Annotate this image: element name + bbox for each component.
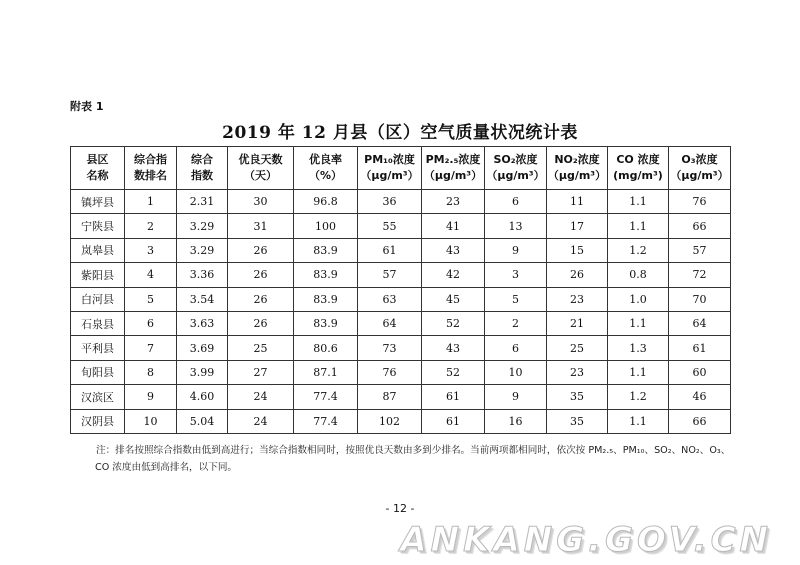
cell-county: 汉滨区	[71, 385, 125, 409]
cell-pm10: 102	[358, 409, 422, 433]
cell-pm25: 43	[422, 336, 485, 360]
cell-pm10: 73	[358, 336, 422, 360]
cell-county: 汉阴县	[71, 409, 125, 433]
col-header-o3: O₃浓度 （μg/m³）	[669, 147, 731, 190]
cell-index: 3.54	[177, 287, 228, 311]
cell-county: 岚皋县	[71, 238, 125, 262]
cell-so2: 6	[485, 336, 547, 360]
cell-so2: 16	[485, 409, 547, 433]
table-row	[71, 287, 731, 311]
cell-good-rate: 100	[294, 214, 358, 238]
cell-co: 1.2	[608, 238, 669, 262]
cell-no2: 25	[547, 336, 608, 360]
cell-pm10: 55	[358, 214, 422, 238]
cell-o3: 76	[669, 190, 731, 214]
cell-co: 0.8	[608, 263, 669, 287]
cell-so2: 9	[485, 385, 547, 409]
cell-pm25: 41	[422, 214, 485, 238]
cell-o3: 70	[669, 287, 731, 311]
cell-index: 3.63	[177, 311, 228, 335]
cell-co: 1.0	[608, 287, 669, 311]
cell-no2: 21	[547, 311, 608, 335]
cell-rank: 9	[125, 385, 177, 409]
cell-pm10: 87	[358, 385, 422, 409]
cell-pm25: 45	[422, 287, 485, 311]
cell-so2: 2	[485, 311, 547, 335]
cell-rank: 1	[125, 190, 177, 214]
cell-co: 1.1	[608, 360, 669, 384]
cell-good-days: 25	[228, 336, 294, 360]
cell-good-rate: 83.9	[294, 311, 358, 335]
col-header-pm25: PM₂.₅浓度 （μg/m³）	[422, 147, 485, 190]
cell-no2: 23	[547, 287, 608, 311]
table-row	[71, 311, 731, 335]
cell-pm25: 52	[422, 360, 485, 384]
cell-o3: 72	[669, 263, 731, 287]
cell-good-days: 26	[228, 311, 294, 335]
cell-o3: 64	[669, 311, 731, 335]
cell-pm25: 43	[422, 238, 485, 262]
col-header-county: 县区 名称	[71, 147, 125, 190]
cell-good-days: 24	[228, 385, 294, 409]
cell-good-days: 31	[228, 214, 294, 238]
cell-good-rate: 96.8	[294, 190, 358, 214]
cell-pm25: 23	[422, 190, 485, 214]
note-line-1: 注：排名按照综合指数由低到高进行；当综合指数相同时，按照优良天数由多到少排名。当前两项都相同时，依次按 PM₂.₅、PM₁₀、SO₂、NO₂、O₃、	[96, 445, 731, 456]
table-note	[96, 442, 746, 476]
cell-good-rate: 77.4	[294, 409, 358, 433]
cell-rank: 6	[125, 311, 177, 335]
table-row	[71, 360, 731, 384]
note-line-2: CO 浓度由低到高排名，以下同。	[95, 462, 238, 473]
cell-index: 3.36	[177, 263, 228, 287]
cell-pm10: 57	[358, 263, 422, 287]
cell-good-days: 26	[228, 287, 294, 311]
cell-index: 3.99	[177, 360, 228, 384]
cell-county: 镇坪县	[71, 190, 125, 214]
cell-index: 5.04	[177, 409, 228, 433]
cell-no2: 26	[547, 263, 608, 287]
cell-pm10: 36	[358, 190, 422, 214]
cell-no2: 17	[547, 214, 608, 238]
cell-o3: 57	[669, 238, 731, 262]
cell-co: 1.3	[608, 336, 669, 360]
cell-rank: 4	[125, 263, 177, 287]
site-watermark: ANKANG.GOV.CN	[400, 520, 772, 560]
cell-good-rate: 87.1	[294, 360, 358, 384]
cell-o3: 66	[669, 214, 731, 238]
cell-index: 3.69	[177, 336, 228, 360]
cell-pm10: 63	[358, 287, 422, 311]
cell-good-days: 26	[228, 238, 294, 262]
table-row	[71, 385, 731, 409]
air-quality-table	[70, 146, 731, 434]
cell-so2: 3	[485, 263, 547, 287]
col-header-good-rate: 优良率 （%）	[294, 147, 358, 190]
cell-good-rate: 83.9	[294, 287, 358, 311]
cell-county: 平利县	[71, 336, 125, 360]
table-row	[71, 336, 731, 360]
col-header-index: 综合 指数	[177, 147, 228, 190]
table-row	[71, 263, 731, 287]
appendix-label: 附表 1	[70, 100, 104, 113]
cell-o3: 66	[669, 409, 731, 433]
cell-no2: 23	[547, 360, 608, 384]
cell-no2: 35	[547, 385, 608, 409]
table-row	[71, 214, 731, 238]
cell-so2: 6	[485, 190, 547, 214]
table-row	[71, 409, 731, 433]
cell-good-rate: 83.9	[294, 238, 358, 262]
cell-pm25: 42	[422, 263, 485, 287]
col-header-rank: 综合指 数排名	[125, 147, 177, 190]
cell-so2: 5	[485, 287, 547, 311]
cell-pm10: 64	[358, 311, 422, 335]
cell-no2: 11	[547, 190, 608, 214]
cell-pm25: 52	[422, 311, 485, 335]
col-header-no2: NO₂浓度 （μg/m³）	[547, 147, 608, 190]
cell-rank: 3	[125, 238, 177, 262]
table-row	[71, 190, 731, 214]
cell-rank: 7	[125, 336, 177, 360]
cell-pm10: 76	[358, 360, 422, 384]
cell-co: 1.1	[608, 214, 669, 238]
cell-o3: 60	[669, 360, 731, 384]
page-number: - 12 -	[385, 502, 415, 515]
cell-good-days: 24	[228, 409, 294, 433]
cell-good-days: 26	[228, 263, 294, 287]
cell-county: 宁陕县	[71, 214, 125, 238]
col-header-pm10: PM₁₀浓度 （μg/m³）	[358, 147, 422, 190]
cell-no2: 35	[547, 409, 608, 433]
cell-co: 1.2	[608, 385, 669, 409]
header-row	[71, 147, 731, 190]
cell-co: 1.1	[608, 190, 669, 214]
col-header-good-days: 优良天数 （天）	[228, 147, 294, 190]
cell-good-days: 30	[228, 190, 294, 214]
cell-rank: 2	[125, 214, 177, 238]
cell-pm25: 61	[422, 385, 485, 409]
cell-o3: 46	[669, 385, 731, 409]
cell-good-rate: 83.9	[294, 263, 358, 287]
cell-so2: 10	[485, 360, 547, 384]
cell-co: 1.1	[608, 409, 669, 433]
cell-co: 1.1	[608, 311, 669, 335]
cell-index: 4.60	[177, 385, 228, 409]
page-title: 2019 年 12 月县（区）空气质量状况统计表	[222, 123, 578, 143]
cell-county: 石泉县	[71, 311, 125, 335]
cell-pm25: 61	[422, 409, 485, 433]
cell-o3: 61	[669, 336, 731, 360]
cell-county: 白河县	[71, 287, 125, 311]
cell-good-rate: 77.4	[294, 385, 358, 409]
cell-index: 3.29	[177, 238, 228, 262]
cell-so2: 13	[485, 214, 547, 238]
cell-rank: 10	[125, 409, 177, 433]
cell-pm10: 61	[358, 238, 422, 262]
col-header-co: CO 浓度 (mg/m³)	[608, 147, 669, 190]
cell-rank: 8	[125, 360, 177, 384]
col-header-so2: SO₂浓度 （μg/m³）	[485, 147, 547, 190]
table-row	[71, 238, 731, 262]
cell-rank: 5	[125, 287, 177, 311]
cell-county: 旬阳县	[71, 360, 125, 384]
cell-so2: 9	[485, 238, 547, 262]
cell-index: 2.31	[177, 190, 228, 214]
cell-no2: 15	[547, 238, 608, 262]
cell-good-rate: 80.6	[294, 336, 358, 360]
cell-good-days: 27	[228, 360, 294, 384]
cell-county: 紫阳县	[71, 263, 125, 287]
cell-index: 3.29	[177, 214, 228, 238]
